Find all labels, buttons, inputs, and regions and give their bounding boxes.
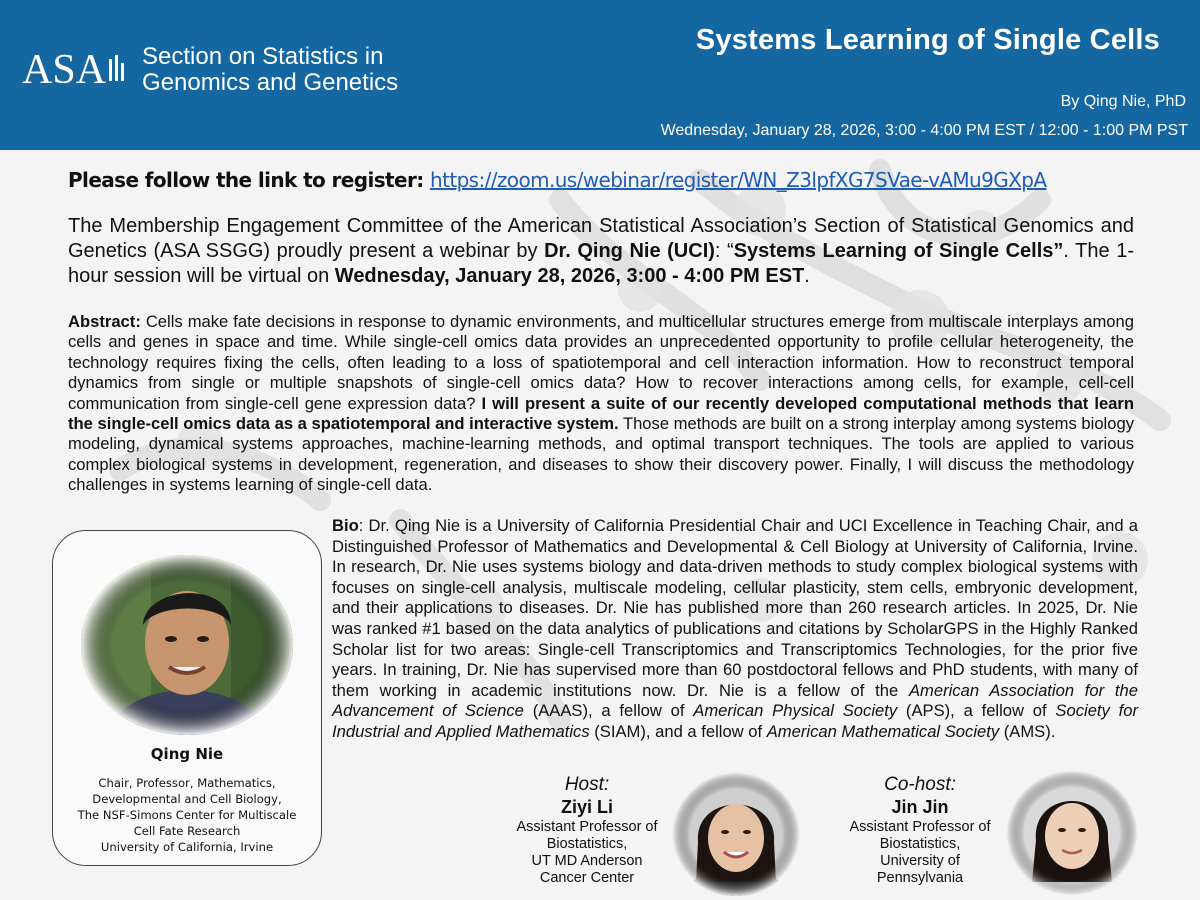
register-label: Please follow the link to register: (68, 168, 424, 192)
cohost-photo (1006, 770, 1138, 896)
host-info: Host: Ziyi Li Assistant Professor of Biostatistics, UT MD Anderson Cancer Center (506, 775, 668, 887)
speaker-portrait-icon (81, 555, 293, 735)
abstract-paragraph: Abstract: Cells make fate decisions in response to dynamic environments, and multicellular structures emerge from multiscale interplays among cells and genes in space and time. While single-cell omics data provides an unprecedented opportunity to profile cellular heterogeneity, the technology requires fixing the cells, often leading to a loss of spatiotemporal and cell interaction information. How to reconstruct temporal dynamics from single or multiple snapshots of single-cell omics data? How to recover interactions among cells, for example, cell-cell communication from single-cell gene expression data? I will present a suite of our recently developed computational methods that learn the single-cell omics data as a spatiotemporal and interactive system. Those methods are built on a strong interplay among systems biology modeling, dynamical systems approaches, machine-learning methods, and optimal transport techniques. The tools are applied to various complex biological systems in development, regeneration, and diseases to show their discovery power. Finally, I will discuss the methodology challenges in systems learning of single-cell data. (68, 312, 1134, 495)
speaker-card (52, 530, 322, 866)
register-line (68, 168, 1046, 192)
webinar-title: Systems Learning of Single Cells (695, 24, 1160, 56)
asa-logo-mark: ASA (22, 47, 107, 93)
speaker-photo (81, 555, 293, 735)
cohost-portrait-icon (1006, 770, 1138, 896)
speaker-card-name: Qing Nie (150, 745, 224, 763)
cohost-info: Co-host: Jin Jin Assistant Professor of Biostatistics, University of Pennsylvania (840, 775, 1000, 887)
host-portrait-icon (672, 772, 800, 896)
asa-section-logo (22, 44, 398, 96)
speaker-name: Dr. Qing Nie (UCI) (544, 240, 715, 262)
bio-label: Bio (332, 516, 359, 535)
header-banner (0, 0, 1200, 150)
cohost-label: Co-host: (884, 774, 956, 795)
abstract-highlight: I will present a suite of our recently developed computational methods that learn the single-cell omics data as a spatiotemporal and interactive system. (68, 393, 1134, 434)
register-link[interactable]: https://zoom.us/webinar/register/WN_Z3lpfXG7SVae-vAMu9GXpA (430, 168, 1047, 192)
event-datetime: Wednesday, January 28, 2026, 3:00 - 4:00 PM EST / 12:00 - 1:00 PM PST (660, 122, 1188, 139)
abstract-label: Abstract: (68, 312, 141, 331)
session-time: Wednesday, January 28, 2026, 3:00 - 4:00 PM EST (334, 265, 805, 287)
byline: By Qing Nie, PhD (1060, 93, 1186, 110)
intro-paragraph: The Membership Engagement Committee of the American Statistical Association’s Section of Statistical Genomics and Genetics (ASA SSGG) proudly present a webinar by Dr. Qing Nie (UCI): “Systems Learning of Single Cells”. The 1-hour session will be virtual on Wednesday, January 28, 2026, 3:00 - 4:00 PM EST. (68, 215, 1134, 287)
cohost-name: Jin Jin (891, 797, 949, 817)
asa-bars-icon (108, 53, 126, 83)
host-label: Host: (564, 774, 610, 795)
host-name: Ziyi Li (560, 797, 613, 817)
talk-title: Systems Learning of Single Cells” (733, 240, 1064, 262)
speaker-affiliation: Chair, Professor, Mathematics, Developmental and Cell Biology, The NSF-Simons Center for Multiscale Cell Fate Research University of California, Irvine (77, 776, 297, 854)
bio-paragraph: Bio: Dr. Qing Nie is a University of California Presidential Chair and UCI Excellence in Teaching Chair, and a Distinguished Professor of Mathematics and Developmental & Cell Biology at University of California, Irvine. In research, Dr. Nie uses systems biology and data-driven methods to study complex biological systems with focuses on single-cell analysis, multiscale modeling, cellular plasticity, stem cells, embryonic development, and their applications to diseases. Dr. Nie has published more than 260 research articles. In 2025, Dr. Nie was ranked #1 based on the data analytics of publications and citations by ScholarGPS in the Highly Ranked Scholar list for two areas: Single-cell Transcriptomics and Transcriptomics Technologies, for the prior five years. In training, Dr. Nie has supervised more than 60 postdoctoral fellows and PhD students, with many of them working in academic institutions now. Dr. Nie is a fellow of the American Association for the Advancement of Science (AAAS), a fellow of American Physical Society (APS), a fellow of Society for Industrial and Applied Mathematics (SIAM), and a fellow of American Mathematical Society (AMS). (332, 516, 1138, 741)
section-name: Section on Statistics in Genomics and Genetics (142, 43, 399, 96)
host-photo (672, 772, 800, 896)
